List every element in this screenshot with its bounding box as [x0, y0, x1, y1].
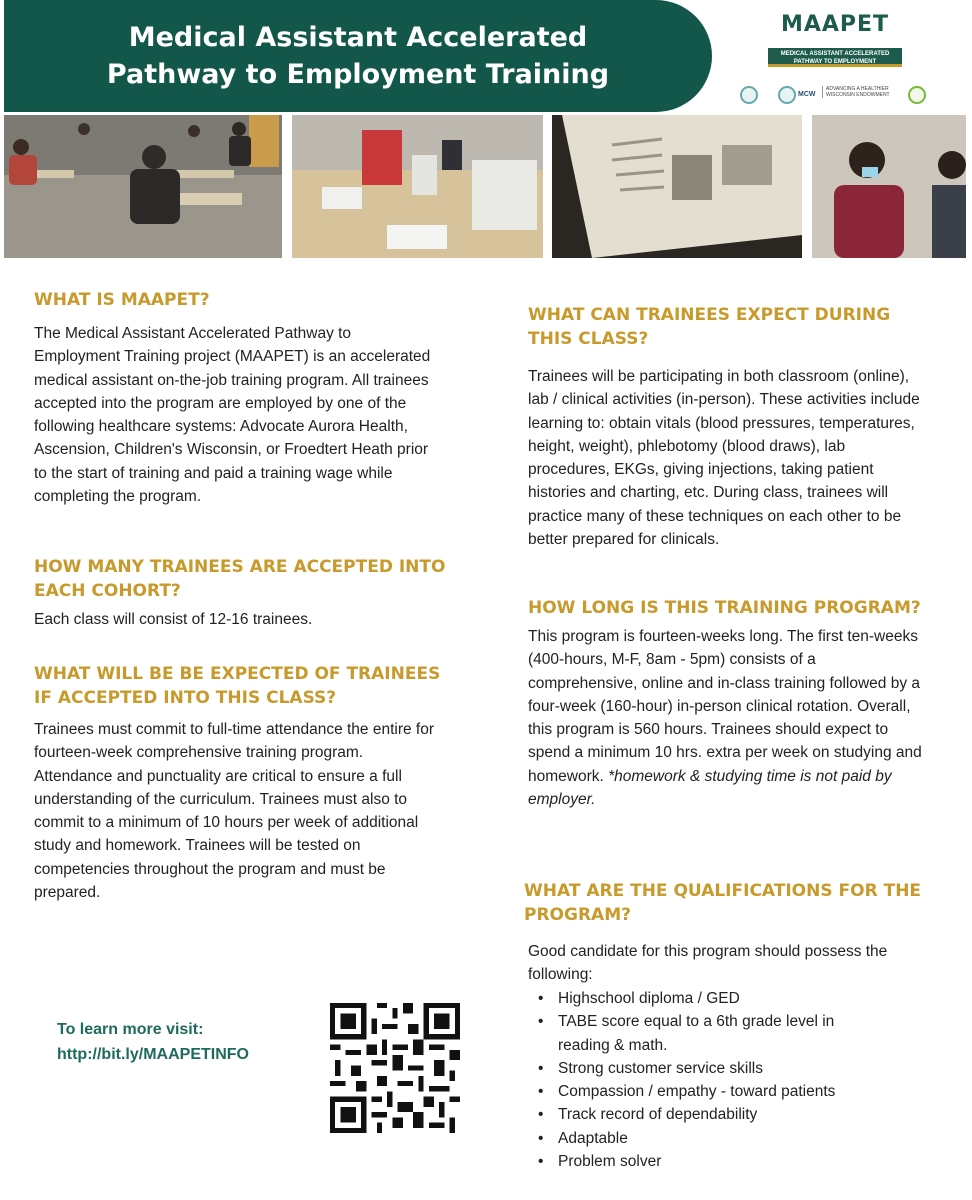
list-item: • Problem solver	[558, 1150, 958, 1173]
how-long-note: *homework & studying time is not paid by employer.	[528, 767, 892, 809]
how-many-body: Each class will consist of 12-16 trainees.	[34, 611, 313, 628]
how-many-heading: HOW MANY TRAINEES ARE ACCEPTED INTO EACH COHORT?	[34, 557, 446, 601]
lab-supplies-photo	[292, 115, 543, 258]
vitals-photo	[812, 115, 966, 258]
textbook-photo	[552, 115, 802, 258]
list-item: • Compassion / empathy - toward patients	[558, 1080, 958, 1103]
what-is-heading: WHAT IS MAAPET?	[34, 290, 210, 310]
expected-body: Trainees must commit to full-time attendance the entire for fourteen-week comprehensive training program. Attendance and punctuality are critical to ensure a full understanding of the curriculum. Trainees must also to commit to a minimum of 10 hours per week of additional study and homework. Trainees will be tested on competencies throughout the program and must be prepared.	[34, 721, 435, 902]
qualifications-list	[528, 987, 958, 1173]
photo-strip	[4, 115, 966, 258]
title-banner	[4, 0, 712, 112]
qr-code-icon[interactable]	[330, 1003, 460, 1133]
logo-tagline: MEDICAL ASSISTANT ACCELERATED PATHWAY TO EMPLOYMENT	[768, 48, 902, 67]
maapet-logo	[740, 6, 966, 112]
expected-heading: WHAT WILL BE BE EXPECTED OF TRAINEES IF ACCEPTED INTO THIS CLASS?	[34, 664, 441, 708]
what-is-body: The Medical Assistant Accelerated Pathway to Employment Training project (MAAPET) is an accelerated medical assistant on-the-job training program. All trainees accepted into the program are employed by one of the following healthcare systems: Advocate Aurora Health, Ascension, Children's Wisconsin, or Froedtert Heath prior to the start of training and paid a training wage while completing the program.	[34, 325, 431, 506]
list-item: • Adaptable	[558, 1127, 958, 1150]
partner-logo-1	[740, 86, 758, 104]
qualifications-heading: WHAT ARE THE QUALIFICATIONS FOR THE PROGRAM?	[524, 881, 922, 925]
how-long-heading: HOW LONG IS THIS TRAINING PROGRAM?	[528, 598, 921, 618]
list-item: • Strong customer service skills	[558, 1057, 958, 1080]
page-title: Medical Assistant Accelerated Pathway to Employment Training	[106, 22, 610, 90]
visit-link[interactable]: http://bit.ly/MAAPETINFO	[57, 1046, 249, 1063]
logo-title: MAAPET	[780, 12, 890, 37]
partner-logo-4	[908, 86, 926, 104]
list-item: • TABE score equal to a 6th grade level in reading & math.	[558, 1010, 888, 1057]
visit-block	[57, 1017, 249, 1067]
classroom-photo	[4, 115, 282, 258]
list-item: • Highschool diploma / GED	[558, 987, 958, 1010]
qualifications-intro: Good candidate for this program should possess the following:	[528, 943, 888, 984]
list-item: • Track record of dependability	[558, 1103, 958, 1126]
partner-logo-mcw: MCW	[778, 86, 816, 104]
during-body: Trainees will be participating in both classroom (online), lab / clinical activities (in-person). These activities include learning to: obtain vitals (blood pressures, temperatures, height, weight), phlebotomy (blood draws), lab procedures, EKGs, giving injections, taking patient histories and charting, etc. During class, trainees will practice many of these techniques on each other to be better prepared for clinicals.	[528, 368, 920, 549]
visit-label: To learn more visit:	[57, 1021, 204, 1038]
how-long-body: This program is fourteen-weeks long. The first ten-weeks (400-hours, M-F, 8am - 5pm) consists of a comprehensive, online and in-class training followed by a four-week (160-hour) in-person clinical rotation. Overall, this program is 560 hours. Trainees should expect to spend a minimum 10 hrs. extra per week on studying and homework. *homework & studying time is not paid by employer.	[528, 628, 922, 809]
partner-logo-ahw: ADVANCING A HEALTHIER WISCONSIN ENDOWMENT	[822, 86, 904, 98]
during-heading: WHAT CAN TRAINEES EXPECT DURING THIS CLASS?	[528, 305, 891, 349]
